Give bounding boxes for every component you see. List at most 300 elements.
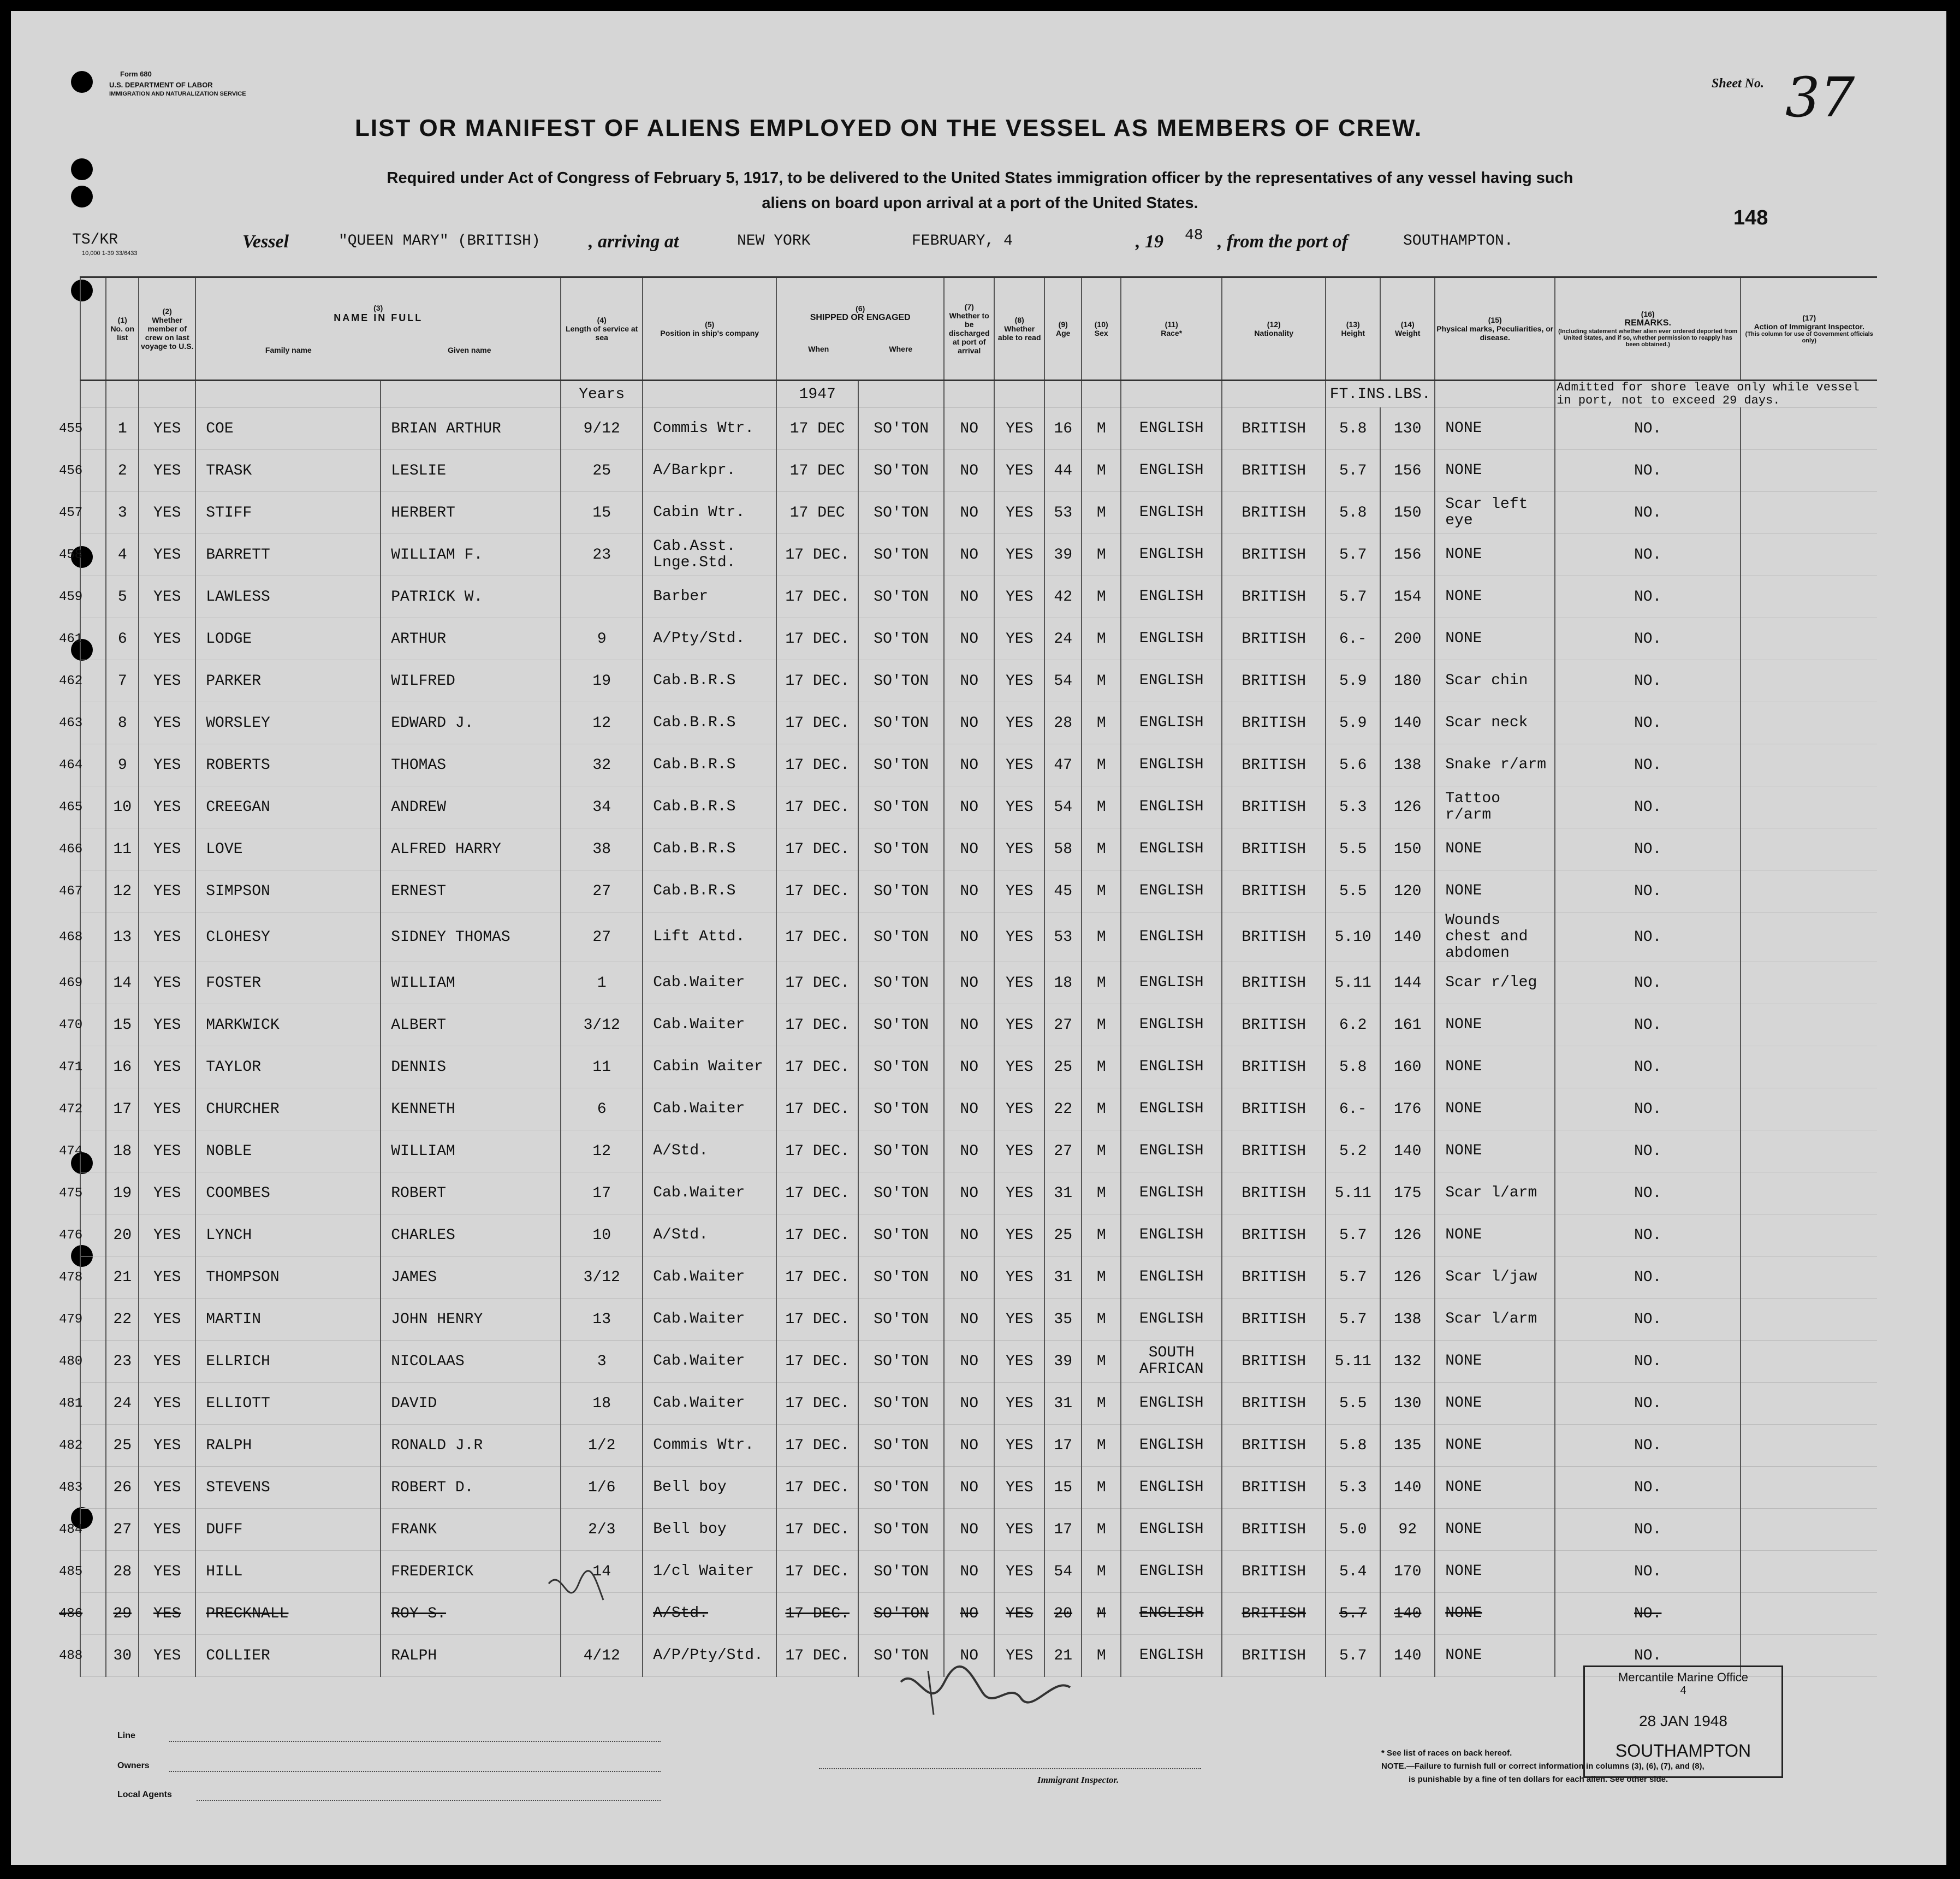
cell-height: 5.7	[1326, 1214, 1380, 1256]
cell-sex: M	[1082, 1383, 1121, 1425]
from-label: , from the port of	[1217, 232, 1348, 252]
cell-family: COE	[195, 408, 381, 450]
cell-art: 488	[58, 1635, 84, 1677]
cell-where: SO'TON	[858, 912, 944, 962]
years-unit: Years	[561, 381, 643, 408]
art-no-header	[80, 277, 106, 381]
cell-service: 3	[561, 1341, 643, 1383]
cell-marks: Snake r/arm	[1435, 744, 1555, 786]
cell-service: 1/2	[561, 1425, 643, 1467]
cell-marks: NONE	[1435, 1593, 1555, 1635]
cell-race: ENGLISH	[1121, 828, 1222, 870]
cell-art: 481	[58, 1383, 84, 1425]
cell-no: 23	[106, 1341, 139, 1383]
cell-height: 5.7	[1326, 534, 1380, 576]
cell-crew: YES	[139, 408, 195, 450]
cell-height: 6.-	[1326, 1088, 1380, 1130]
cell-crew: YES	[139, 1256, 195, 1299]
cell-where: SO'TON	[858, 1635, 944, 1677]
cell-height: 5.4	[1326, 1551, 1380, 1593]
inspector-signature-line	[819, 1768, 1201, 1769]
cell-discharged: NO	[944, 744, 994, 786]
cell-given: ERNEST	[381, 870, 561, 912]
cell-no: 15	[106, 1004, 139, 1046]
cell-action	[1741, 618, 1877, 660]
cell-age: 53	[1044, 492, 1082, 534]
cell-crew: YES	[139, 828, 195, 870]
cell-given: LESLIE	[381, 450, 561, 492]
cell-when: 17 DEC.	[776, 1004, 858, 1046]
cell-discharged: NO	[944, 1088, 994, 1130]
cell-discharged: NO	[944, 492, 994, 534]
print-code: 10,000 1-39 33/6433	[82, 250, 138, 257]
cell-art: 463	[58, 702, 84, 744]
cell-position: A/Std.	[643, 1130, 776, 1172]
cell-weight: 135	[1380, 1425, 1435, 1467]
cell-service: 27	[561, 870, 643, 912]
cell-crew: YES	[139, 1467, 195, 1509]
cell-nationality: BRITISH	[1222, 828, 1326, 870]
header-race	[1121, 277, 1222, 381]
family-name-label: Family name	[265, 345, 312, 354]
cell-height: 5.8	[1326, 1046, 1380, 1088]
column-label: REMARKS.	[1624, 318, 1671, 328]
manifest-sheet	[11, 11, 1946, 1865]
cell-service: 25	[561, 450, 643, 492]
cell-race: ENGLISH	[1121, 450, 1222, 492]
cell-discharged: NO	[944, 1467, 994, 1509]
cell-nationality: BRITISH	[1222, 1383, 1326, 1425]
cell-marks: NONE	[1435, 450, 1555, 492]
cell-sex: M	[1082, 962, 1121, 1004]
cell-when: 17 DEC.	[776, 1425, 858, 1467]
cell-action	[1741, 1509, 1877, 1551]
cell-when: 17 DEC.	[776, 1551, 858, 1593]
cell-marks: NONE	[1435, 1341, 1555, 1383]
cell-read: YES	[994, 1130, 1044, 1172]
cell-service: 10	[561, 1214, 643, 1256]
cell-sex: M	[1082, 828, 1121, 870]
column-label: Position in ship's company	[660, 329, 759, 337]
cell-read: YES	[994, 1046, 1044, 1088]
cell-art: 474	[58, 1130, 84, 1172]
cell-art: 470	[58, 1004, 84, 1046]
cell-art: 457	[58, 492, 84, 534]
cell-height: 5.7	[1326, 1635, 1380, 1677]
cell-sex: M	[1082, 786, 1121, 828]
cell-marks: NONE	[1435, 408, 1555, 450]
cell-marks: NONE	[1435, 1088, 1555, 1130]
crew-row	[80, 1088, 1877, 1130]
arrival-port: NEW YORK	[737, 233, 811, 250]
cell-where: SO'TON	[858, 1341, 944, 1383]
cell-discharged: NO	[944, 1004, 994, 1046]
cell-where: SO'TON	[858, 870, 944, 912]
cell-where: SO'TON	[858, 702, 944, 744]
crew-row	[80, 1467, 1877, 1509]
crew-row	[80, 1509, 1877, 1551]
cell-when: 17 DEC.	[776, 1467, 858, 1509]
cell-height: 5.11	[1326, 1172, 1380, 1214]
cell-family: ELLIOTT	[195, 1383, 381, 1425]
cell-family: ROBERTS	[195, 744, 381, 786]
crew-row	[80, 962, 1877, 1004]
cell-age: 27	[1044, 1004, 1082, 1046]
cell-position: Cab.Waiter	[643, 1256, 776, 1299]
vessel-label: Vessel	[242, 232, 289, 252]
cell-read: YES	[994, 1341, 1044, 1383]
cell-crew: YES	[139, 786, 195, 828]
cell-family: STIFF	[195, 492, 381, 534]
cell-nationality: BRITISH	[1222, 1635, 1326, 1677]
punch-hole	[71, 158, 93, 180]
crew-row	[80, 1046, 1877, 1088]
cell-where: SO'TON	[858, 576, 944, 618]
cell-given: ALFRED HARRY	[381, 828, 561, 870]
cell-discharged: NO	[944, 1383, 994, 1425]
cell-no: 18	[106, 1130, 139, 1172]
cell-position: Lift Attd.	[643, 912, 776, 962]
cell-nationality: BRITISH	[1222, 618, 1326, 660]
cell-art: 465	[58, 786, 84, 828]
cell-crew: YES	[139, 1088, 195, 1130]
cell-nationality: BRITISH	[1222, 576, 1326, 618]
cell-discharged: NO	[944, 450, 994, 492]
cell-age: 39	[1044, 534, 1082, 576]
cell-when: 17 DEC.	[776, 702, 858, 744]
cell-crew: YES	[139, 1509, 195, 1551]
cell-nationality: BRITISH	[1222, 1172, 1326, 1214]
cell-crew: YES	[139, 962, 195, 1004]
cell-service: 11	[561, 1046, 643, 1088]
cell-position: Cab.Asst. Lnge.Std.	[643, 534, 776, 576]
cell-when: 17 DEC.	[776, 1593, 858, 1635]
stamp-place: SOUTHAMPTON	[1615, 1741, 1751, 1761]
cell-marks: NONE	[1435, 1467, 1555, 1509]
crew-row	[80, 786, 1877, 828]
cell-remarks: NO.	[1555, 962, 1741, 1004]
column-number: (9)	[1058, 320, 1068, 329]
cell-when: 17 DEC	[776, 492, 858, 534]
header-age	[1044, 277, 1082, 381]
cell-position: A/Barkpr.	[643, 450, 776, 492]
cell-crew: YES	[139, 576, 195, 618]
cell-no: 21	[106, 1256, 139, 1299]
cell-weight: 180	[1380, 660, 1435, 702]
column-label: Nationality	[1254, 329, 1293, 337]
inspector-label: Immigrant Inspector.	[1037, 1775, 1119, 1785]
cell-read: YES	[994, 1256, 1044, 1299]
cell-height: 5.8	[1326, 1425, 1380, 1467]
cell-age: 22	[1044, 1088, 1082, 1130]
cell-age: 58	[1044, 828, 1082, 870]
cell-discharged: NO	[944, 962, 994, 1004]
cell-race: ENGLISH	[1121, 744, 1222, 786]
sheet-label: Sheet No.	[1712, 76, 1764, 91]
cell-position: Barber	[643, 576, 776, 618]
cell-read: YES	[994, 1509, 1044, 1551]
cell-read: YES	[994, 534, 1044, 576]
cell-family: MARKWICK	[195, 1004, 381, 1046]
cell-discharged: NO	[944, 912, 994, 962]
cell-when: 17 DEC.	[776, 912, 858, 962]
cell-nationality: BRITISH	[1222, 1299, 1326, 1341]
cell-sex: M	[1082, 1341, 1121, 1383]
cell-age: 35	[1044, 1299, 1082, 1341]
cell-height: 5.6	[1326, 744, 1380, 786]
page-number: 148	[1733, 206, 1768, 229]
cell-when: 17 DEC.	[776, 1214, 858, 1256]
cell-family: TAYLOR	[195, 1046, 381, 1088]
cell-art: 479	[58, 1299, 84, 1341]
crew-row	[80, 870, 1877, 912]
cell-position: A/P/Pty/Std.	[643, 1635, 776, 1677]
cell-position: Cab.Waiter	[643, 1341, 776, 1383]
cell-when: 17 DEC.	[776, 618, 858, 660]
cell-given: RONALD J.R	[381, 1425, 561, 1467]
cell-given: JAMES	[381, 1256, 561, 1299]
column-number: (11)	[1165, 320, 1178, 329]
cell-read: YES	[994, 1088, 1044, 1130]
cell-marks: NONE	[1435, 1046, 1555, 1088]
punch-hole	[71, 71, 93, 93]
cell-weight: 156	[1380, 534, 1435, 576]
deletion-initials	[546, 1567, 606, 1616]
cell-service	[561, 576, 643, 618]
cell-given: WILLIAM F.	[381, 534, 561, 576]
cell-no: 27	[106, 1509, 139, 1551]
cell-marks: NONE	[1435, 1509, 1555, 1551]
cell-sex: M	[1082, 912, 1121, 962]
cell-no: 14	[106, 962, 139, 1004]
remarks-note-text: Admitted for shore leave only while vessel in port, not to exceed 29 days.	[1557, 381, 1860, 407]
cell-marks: NONE	[1435, 1383, 1555, 1425]
cell-weight: 130	[1380, 408, 1435, 450]
cell-art: 469	[58, 962, 84, 1004]
cell-read: YES	[994, 962, 1044, 1004]
cell-weight: 160	[1380, 1046, 1435, 1088]
cell-when: 17 DEC.	[776, 962, 858, 1004]
cell-nationality: BRITISH	[1222, 408, 1326, 450]
cell-discharged: NO	[944, 1214, 994, 1256]
cell-remarks: NO.	[1555, 828, 1741, 870]
cell-no: 7	[106, 660, 139, 702]
cell-age: 25	[1044, 1046, 1082, 1088]
cell-height: 5.11	[1326, 1341, 1380, 1383]
cell-height: 6.-	[1326, 618, 1380, 660]
column-label: Whether member of crew on last voyage to U.S.	[140, 316, 194, 351]
cell-where: SO'TON	[858, 660, 944, 702]
crew-row	[80, 744, 1877, 786]
cell-race: ENGLISH	[1121, 1551, 1222, 1593]
cell-position: Cab.B.R.S	[643, 702, 776, 744]
header-service-length	[561, 277, 643, 381]
column-number: (6)	[856, 304, 865, 313]
cell-nationality: BRITISH	[1222, 870, 1326, 912]
cell-weight: 140	[1380, 1130, 1435, 1172]
cell-sex: M	[1082, 870, 1121, 912]
column-number: (10)	[1094, 320, 1108, 329]
cell-crew: YES	[139, 702, 195, 744]
arrival-year: 48	[1185, 227, 1203, 244]
cell-race: ENGLISH	[1121, 702, 1222, 744]
cell-family: COLLIER	[195, 1635, 381, 1677]
cell-discharged: NO	[944, 702, 994, 744]
cell-action	[1741, 1467, 1877, 1509]
crew-row	[80, 1593, 1877, 1635]
column-note: (This column for use of Government officials only)	[1745, 331, 1873, 344]
column-number: (8)	[1014, 316, 1024, 324]
cell-height: 5.5	[1326, 870, 1380, 912]
cell-when: 17 DEC.	[776, 1256, 858, 1299]
cell-action	[1741, 912, 1877, 962]
cell-given: HERBERT	[381, 492, 561, 534]
subtitle-line-2: aliens on board upon arrival at a port of the United States.	[762, 194, 1198, 212]
cell-no: 25	[106, 1425, 139, 1467]
cell-no: 2	[106, 450, 139, 492]
cell-height: 6.2	[1326, 1004, 1380, 1046]
year-unit: 1947	[776, 381, 858, 408]
crew-row	[80, 1130, 1877, 1172]
cell-sex: M	[1082, 1299, 1121, 1341]
cell-weight: 92	[1380, 1509, 1435, 1551]
column-number: (2)	[162, 307, 172, 316]
cell-art: 483	[58, 1467, 84, 1509]
arrival-date: FEBRUARY, 4	[912, 233, 1013, 250]
mercantile-marine-stamp	[1583, 1665, 1783, 1778]
cell-given: RALPH	[381, 1635, 561, 1677]
cell-when: 17 DEC.	[776, 660, 858, 702]
cell-action	[1741, 1551, 1877, 1593]
fine-note: is punishable by a fine of ten dollars for each alien. See other side.	[1409, 1775, 1668, 1784]
form-number: Form 680	[120, 70, 152, 78]
cell-service: 9/12	[561, 408, 643, 450]
cell-weight: 138	[1380, 744, 1435, 786]
cell-sex: M	[1082, 1509, 1121, 1551]
cell-given: BRIAN ARTHUR	[381, 408, 561, 450]
cell-discharged: NO	[944, 1130, 994, 1172]
cell-when: 17 DEC.	[776, 576, 858, 618]
cell-action	[1741, 408, 1877, 450]
cell-given: ANDREW	[381, 786, 561, 828]
cell-discharged: NO	[944, 1256, 994, 1299]
cell-height: 5.9	[1326, 702, 1380, 744]
cell-remarks: NO.	[1555, 534, 1741, 576]
cell-read: YES	[994, 702, 1044, 744]
cell-given: DAVID	[381, 1383, 561, 1425]
local-agents-field	[197, 1800, 661, 1801]
cell-marks: Scar l/arm	[1435, 1172, 1555, 1214]
cell-art: 475	[58, 1172, 84, 1214]
cell-no: 17	[106, 1088, 139, 1130]
cell-weight: 161	[1380, 1004, 1435, 1046]
cell-marks: NONE	[1435, 1130, 1555, 1172]
cell-nationality: BRITISH	[1222, 1467, 1326, 1509]
cell-race: ENGLISH	[1121, 1299, 1222, 1341]
cell-weight: 140	[1380, 702, 1435, 744]
cell-family: DUFF	[195, 1509, 381, 1551]
cell-no: 20	[106, 1214, 139, 1256]
cell-given: ROBERT	[381, 1172, 561, 1214]
cell-marks: Scar chin	[1435, 660, 1555, 702]
cell-age: 21	[1044, 1635, 1082, 1677]
cell-given: DENNIS	[381, 1046, 561, 1088]
cell-given: CHARLES	[381, 1214, 561, 1256]
cell-age: 16	[1044, 408, 1082, 450]
cell-position: Cab.Waiter	[643, 1088, 776, 1130]
cell-read: YES	[994, 1004, 1044, 1046]
cell-service: 12	[561, 1130, 643, 1172]
cell-age: 47	[1044, 744, 1082, 786]
crew-row	[80, 828, 1877, 870]
cell-remarks: NO.	[1555, 1088, 1741, 1130]
cell-age: 20	[1044, 1593, 1082, 1635]
cell-remarks: NO.	[1555, 660, 1741, 702]
column-label: Age	[1055, 329, 1071, 337]
cell-position: Cab.B.R.S	[643, 786, 776, 828]
cell-race: SOUTH AFRICAN	[1121, 1341, 1222, 1383]
cell-when: 17 DEC.	[776, 786, 858, 828]
cell-marks: NONE	[1435, 618, 1555, 660]
cell-weight: 126	[1380, 1256, 1435, 1299]
cell-crew: YES	[139, 1214, 195, 1256]
header-last-voyage	[139, 277, 195, 381]
cell-nationality: BRITISH	[1222, 450, 1326, 492]
cell-read: YES	[994, 912, 1044, 962]
punch-hole	[71, 186, 93, 208]
cell-sex: M	[1082, 534, 1121, 576]
cell-age: 31	[1044, 1172, 1082, 1214]
cell-race: ENGLISH	[1121, 1088, 1222, 1130]
cell-read: YES	[994, 1299, 1044, 1341]
cell-height: 5.7	[1326, 576, 1380, 618]
column-note: (Including statement whether alien ever ordered deported from United States, and if so, whether permission to reapply has been obtained.)	[1558, 328, 1738, 348]
cell-family: BARRETT	[195, 534, 381, 576]
cell-given: THOMAS	[381, 744, 561, 786]
cell-no: 24	[106, 1383, 139, 1425]
cell-remarks: NO.	[1555, 1130, 1741, 1172]
cell-race: ENGLISH	[1121, 660, 1222, 702]
cell-race: ENGLISH	[1121, 962, 1222, 1004]
cell-family: CLOHESY	[195, 912, 381, 962]
cell-service: 2/3	[561, 1509, 643, 1551]
crew-manifest-table	[59, 276, 1877, 1677]
cell-weight: 200	[1380, 618, 1435, 660]
cell-nationality: BRITISH	[1222, 1214, 1326, 1256]
cell-where: SO'TON	[858, 534, 944, 576]
cell-marks: NONE	[1435, 576, 1555, 618]
column-label: Height	[1341, 329, 1365, 337]
cell-height: 5.3	[1326, 786, 1380, 828]
cell-nationality: BRITISH	[1222, 786, 1326, 828]
cell-read: YES	[994, 1214, 1044, 1256]
cell-when: 17 DEC.	[776, 1299, 858, 1341]
cell-no: 26	[106, 1467, 139, 1509]
header-action	[1741, 277, 1877, 381]
cell-race: ENGLISH	[1121, 1046, 1222, 1088]
cell-family: PARKER	[195, 660, 381, 702]
cell-when: 17 DEC.	[776, 1130, 858, 1172]
cell-family: FOSTER	[195, 962, 381, 1004]
cell-when: 17 DEC.	[776, 870, 858, 912]
cell-race: ENGLISH	[1121, 534, 1222, 576]
cell-given: KENNETH	[381, 1088, 561, 1130]
cell-action	[1741, 534, 1877, 576]
cell-discharged: NO	[944, 1341, 994, 1383]
cell-sex: M	[1082, 702, 1121, 744]
given-name-label: Given name	[448, 345, 491, 354]
cell-family: LYNCH	[195, 1214, 381, 1256]
